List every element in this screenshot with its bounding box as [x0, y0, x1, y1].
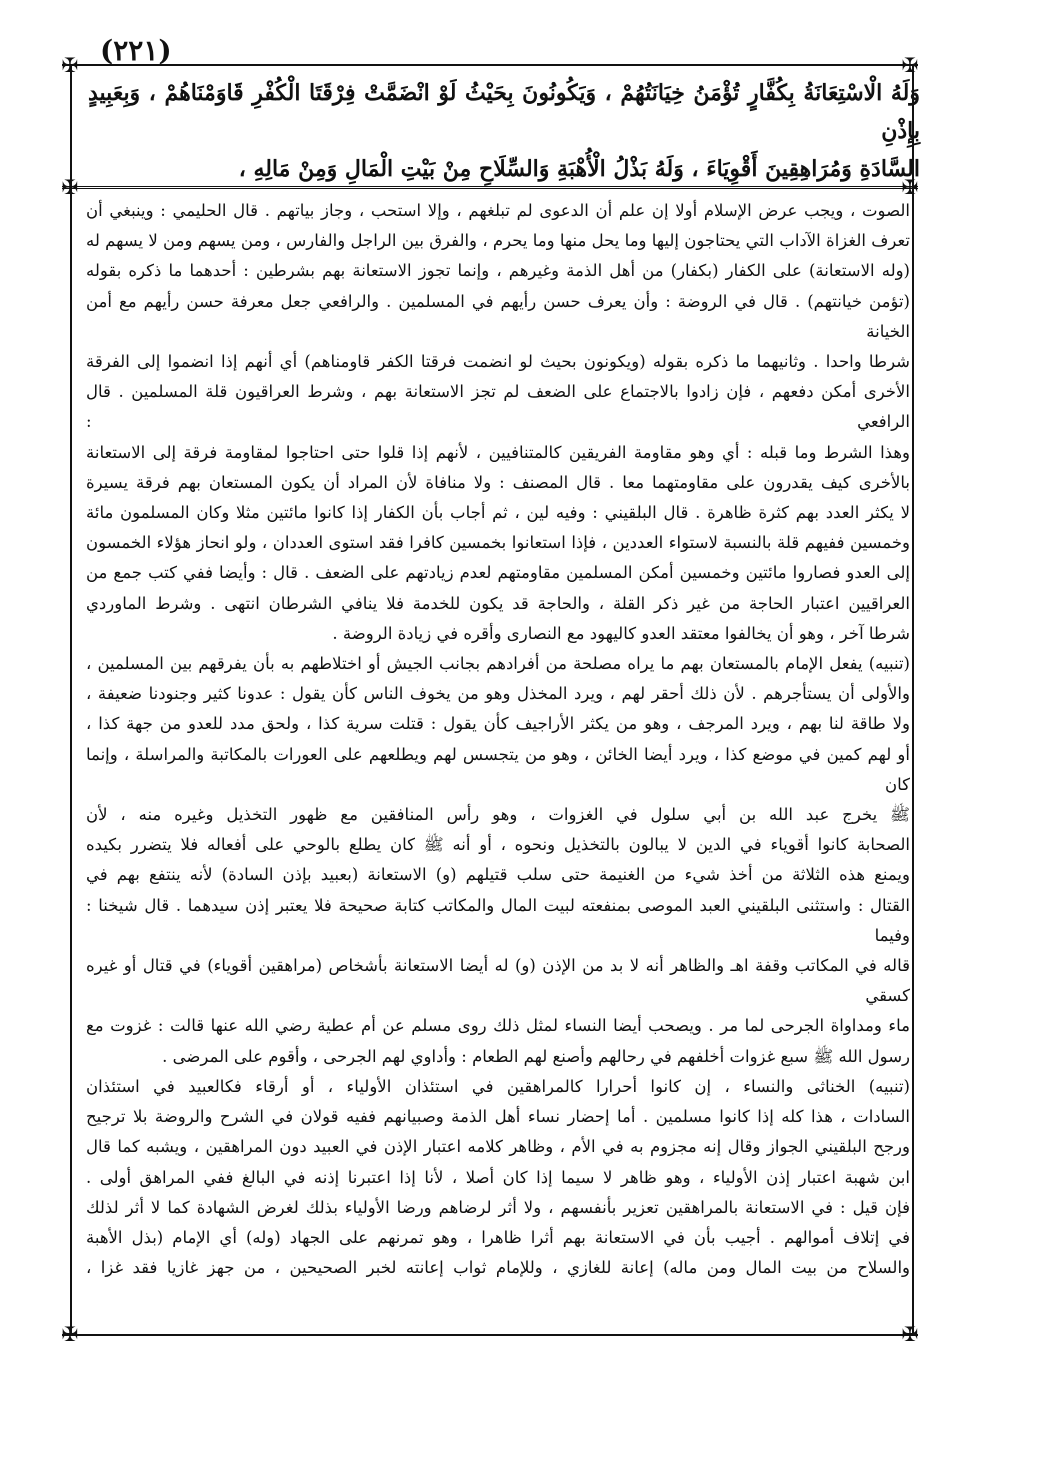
top-rule: [62, 64, 918, 66]
commentary-line: ورجح البلقيني الجواز وقال إنه مجزوم به في الأم ، وظاهر كلامه اعتبار الإذن في العبيد دون المراهقين ، ويشبه كما قال: [86, 1137, 910, 1157]
commentary-line: والسلاح من بيت المال ومن ماله) إعانة للغازي ، وللإمام ثواب إعانته لخبر الصحيحين ، من جهز غازيا فقد غزا ،: [86, 1258, 910, 1278]
commentary-line: الأخرى أمكن دفعهم ، فإن زادوا بالاجتماع على الضعف لم تجز الاستعانة بهم ، وشرط العراقيون قلة المسلمين . قال الرافعي :: [86, 382, 910, 432]
corner-ornament-icon: ✠: [61, 175, 79, 199]
commentary-line: وهذا الشرط وما قبله : أي وهو مقاومة الفريقين كالمتنافيين ، لأنهم إذا قلوا حتى احتاجوا لمقاومة فرقة إلى الاستعانة: [86, 442, 910, 462]
commentary-text-block: [86, 196, 910, 1283]
commentary-line: قاله في المكاتب وقفة اهـ والظاهر أنه لا بد من الإذن (و) له أيضا الاستعانة بأشخاص (مراهقين أقوياء) في قتال أو غيره كسقي: [86, 956, 910, 1006]
commentary-line: إلى العدو فصاروا مائتين وخمسين أمكن المسلمين مقاومتهم لعدم زيادتهم على الضعف . قال : وأيضا ففي كتب جمع من: [86, 563, 910, 583]
commentary-line: في إتلاف أموالهم . أجيب بأن في الاستعانة بهم أثرا ظاهرا ، وهو تمرنهم على الجهاد (وله) أي الإمام (بذل الأهبة: [86, 1227, 910, 1247]
commentary-line: ابن شهبة اعتبار إذن الأولياء ، وهو ظاهر لا سيما إذا كان أصلا ، لأنا إذا اعتبرنا إذنه في البالغ ففي المراهق أولى .: [86, 1167, 910, 1187]
commentary-line: (تؤمن خيانتهم) . قال في الروضة : وأن يعرف حسن رأيهم في المسلمين . والرافعي جعل معرفة حسن رأيهم مع أمن الخيانة: [86, 291, 910, 341]
commentary-line: لا يكثر العدد بهم كثرة ظاهرة . قال البلقيني : وفيه لين ، ثم أجاب بأن الكفار إذا كانوا مائتين مثلا وكان المسلمون مائة: [86, 503, 910, 523]
corner-ornament-icon: ✠: [901, 53, 919, 77]
commentary-line: (تنبيه) يفعل الإمام بالمستعان بهم ما يراه مصلحة من أفرادهم بجانب الجيش أو اختلاطهم به بأن يفرقهم بين المسلمين ،: [86, 654, 910, 674]
matn-line: وَلَهُ الْاسْتِعَانَةُ بِكُفَّارٍ تُؤْمَنُ خِيَانَتُهُمْ ، وَيَكُونُونَ بِحَيْثُ لَوْ انْضَمَّتْ فِرْقَتَا الْكُفْرِ قَاوَمْنَاهُمْ ، وَبِعَبِيدٍ بِإِذْنِ: [88, 80, 920, 144]
commentary-line: فإن قيل : في الاستعانة بالمراهقين تعزير بأنفسهم ، ولا أثر لرضاهم ورضا الأولياء بذلك لغرض الشهادة كما لا أثر لذلك: [86, 1197, 910, 1217]
commentary-line: (وله الاستعانة) على الكفار (بكفار) من أهل الذمة وغيرهم ، وإنما تجوز الاستعانة بهم بشرطين : أحدهما ما ذكره بقوله: [86, 261, 910, 281]
commentary-line: رسول الله ﷺ سبع غزوات أخلفهم في رحالهم وأصنع لهم الطعام : وأداوي لهم الجرحى ، وأقوم على المرضى .: [162, 1046, 910, 1066]
commentary-line: أو لهم كمين في موضع كذا ، ويرد أيضا الخائن ، وهو من يتجسس لهم ويطلعهم على العورات بالمكاتبة والمراسلة ، وإنما كان: [86, 744, 910, 794]
corner-ornament-icon: ✠: [61, 1322, 79, 1346]
commentary-line: شرطا واحدا . وثانيهما ما ذكره بقوله (ويكونون بحيث لو انضمت فرقتا الكفر قاومناهم) أي أنهم إذا انضموا إلى الفرقة: [86, 352, 910, 372]
matn-line: السَّادَةِ وَمُرَاهِقِينَ أَقْوِيَاءَ ، وَلَهُ بَذْلُ الْأُهْبَةِ وَالسِّلَاحِ مِنْ بَيْتِ الْمَالِ وَمِنْ مَالِهِ ،: [238, 156, 920, 182]
commentary-line: ماء ومداواة الجرحى لما مر . ويصحب أيضا النساء لمثل ذلك روى مسلم عن أم عطية رضي الله عنها قالت : غزوت مع: [86, 1016, 910, 1036]
commentary-line: الصحابة كانوا أقوياء في الدين لا يبالون بالتخذيل ونحوه ، أو أنه ﷺ كان يطلع بالوحي على أفعاله فلا يتضرر بكيده: [86, 835, 910, 855]
corner-ornament-icon: ✠: [901, 175, 919, 199]
corner-ornament-icon: ✠: [901, 1322, 919, 1346]
commentary-line: العراقيين اعتبار الحاجة من غير ذكر القلة ، والحاجة قد يكون للخدمة فلا ينافي الشرطان انتهى . وشرط الماوردي: [86, 593, 910, 613]
corner-ornament-icon: ✠: [61, 53, 79, 77]
commentary-line: السادات ، هذا كله إذا كانوا مسلمين . أما إحضار نساء أهل الذمة وصبيانهم ففيه قولان في الشرح والروضة بلا ترجيح: [86, 1107, 910, 1127]
commentary-line: الصوت ، ويجب عرض الإسلام أولا إن علم أن الدعوى لم تبلغهم ، وإلا استحب ، وجاز بياتهم . قال الحليمي : وينبغي أن: [86, 201, 910, 220]
commentary-line: ﷺ يخرج عبد الله بن أبي سلول في الغزوات ، وهو رأس المنافقين مع ظهور التخذيل وغيره منه ، لأن: [86, 805, 910, 825]
commentary-line: ولا طاقة لنا بهم ، ويرد المرجف ، وهو من يكثر الأراجيف كأن يقول : قتلت سرية كذا ، ولحق مدد للعدو من جهة كذا ،: [86, 714, 910, 734]
commentary-line: القتال : واستثنى البلقيني العبد الموصى بمنفعته لبيت المال والمكاتب كتابة صحيحة فلا يعتبر إذن سيدهما . قال شيخنا : وفيما: [86, 895, 910, 945]
commentary-line: والأولى أن يستأجرهم . لأن ذلك أحقر لهم ، ويرد المخذل وهو من يخوف الناس كأن يقول : عدونا كثير وجنودنا ضعيفة ،: [86, 684, 910, 704]
matn-text-block: [88, 74, 920, 188]
commentary-line: ويمنع هذه الثلاثة من أخذ شيء من الغنيمة حتى سلب قتيلهم (و) الاستعانة (بعبيد بإذن السادة) لأنه ينتفع بهم في: [86, 865, 910, 885]
commentary-line: تعرف الغزاة الآداب التي يحتاجون إليها وما يحل منها وما يحرم ، والفرق بين الراجل والفارس ، ومن يسهم ومن لا يسهم له: [86, 231, 910, 251]
commentary-line: بالأخرى كيف يقدرون على مقاومتهما معا . قال المصنف : ولا منافاة لأن المراد أن يكون المستعان بهم فرقة يسيرة: [86, 472, 910, 492]
bottom-rule: [62, 1334, 918, 1336]
commentary-line: وخمسين ففيهم قلة بالنسبة لاستواء العددين ، فإذا استعانوا بخمسين كافرا فقد استوى العددان ، ولو انحاز هؤلاء الخمسون: [86, 533, 910, 553]
commentary-line: (تنبيه) الخناثى والنساء ، إن كانوا أحرارا كالمراهقين في استئذان الأولياء ، أو أرقاء فكالعبيد في استئذان: [86, 1076, 910, 1096]
commentary-line: شرطا آخر ، وهو أن يخالفوا معتقد العدو كاليهود مع النصارى وأقره في زيادة الروضة .: [332, 623, 910, 643]
page-number: (٢٢١): [100, 34, 172, 67]
